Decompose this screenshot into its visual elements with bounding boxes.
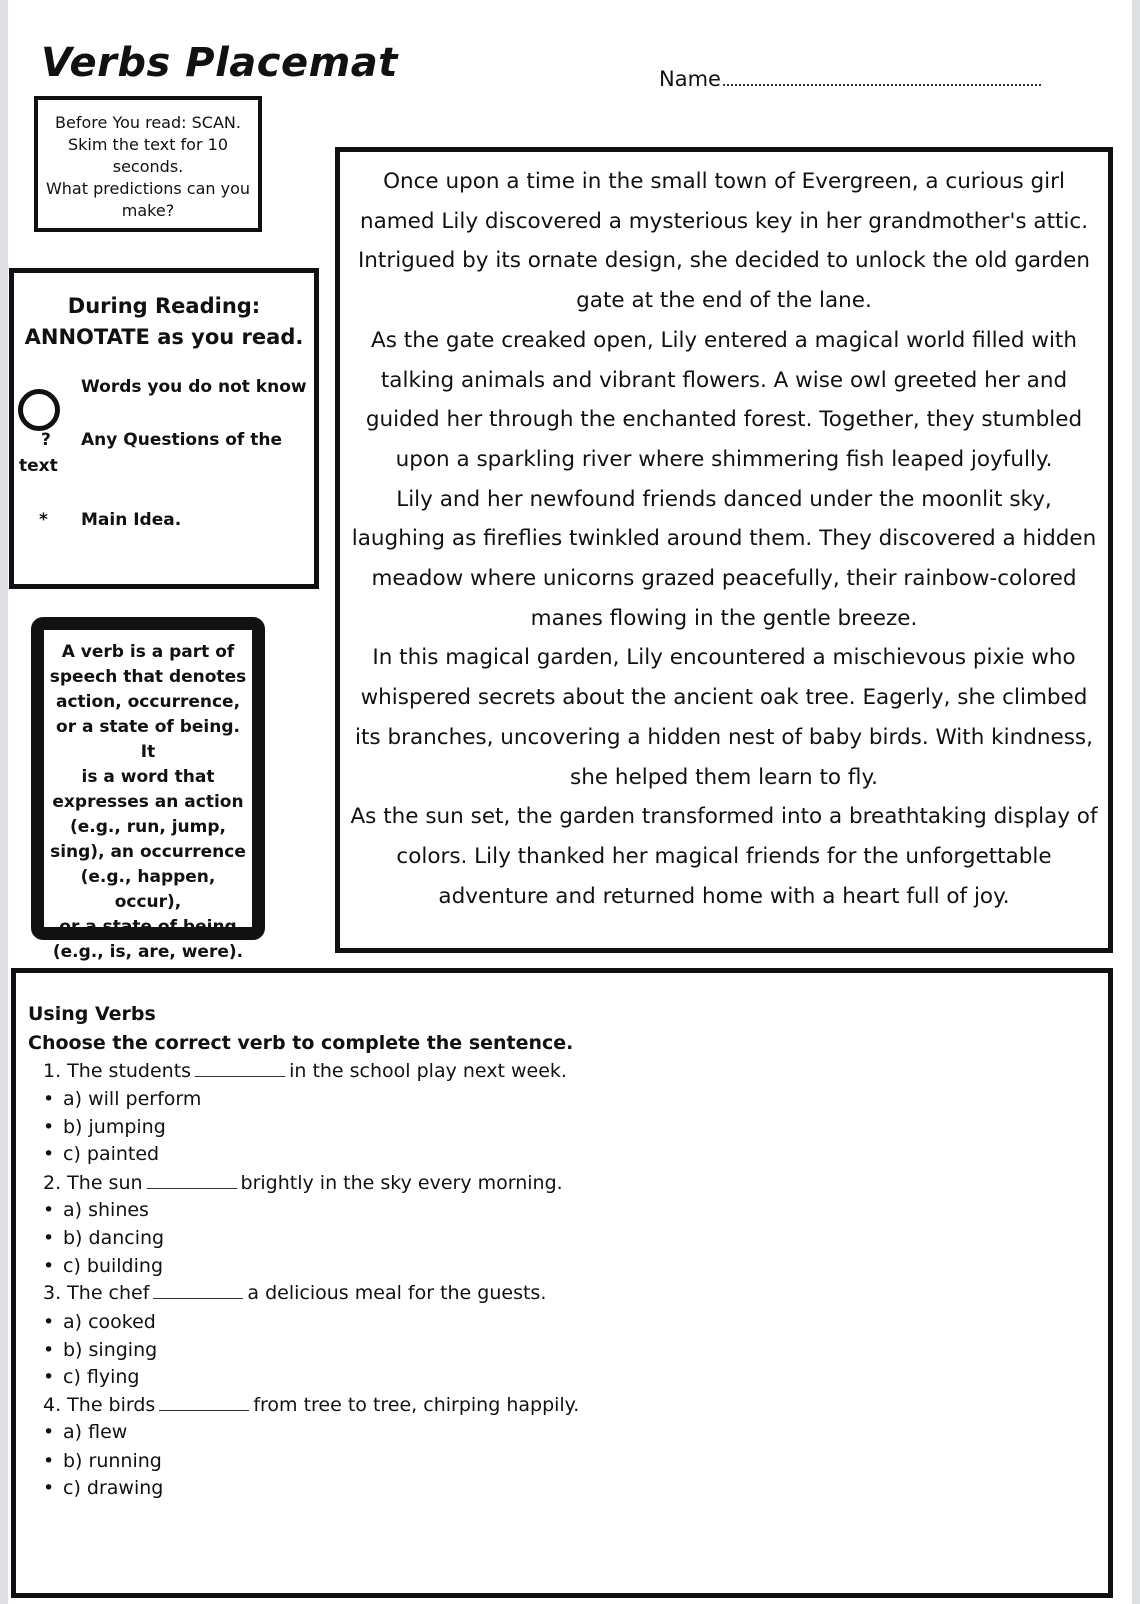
question-3: [43, 1282, 546, 1304]
during-heading: [14, 291, 314, 353]
question-1-start: 1. The students: [43, 1060, 192, 1082]
story-line: gate at the end of the lane.: [576, 288, 872, 314]
story-line: manes flowing in the gentle breeze.: [530, 605, 918, 631]
story-box: [335, 147, 1113, 953]
story-line: colors. Lily thanked her magical friends for the unforgettable: [396, 843, 1052, 869]
verb-def-line: action, occurrence,: [55, 692, 241, 712]
verb-def-line: or a state of being. It: [56, 717, 240, 762]
verb-def-line: (e.g., run, jump,: [70, 817, 226, 837]
before-line: make?: [121, 201, 175, 220]
verb-definition-box: [31, 617, 265, 962]
option-2a[interactable]: • a) shines: [43, 1199, 149, 1221]
questions-label: Any Questions of the: [81, 430, 282, 450]
using-verbs-instruction: Choose the correct verb to complete the sentence.: [28, 1032, 574, 1054]
name-line: [723, 66, 1041, 86]
story-line: As the gate creaked open, Lily entered a magical world filled with: [371, 327, 1077, 353]
questions-label-cont: text: [19, 456, 58, 476]
name-field[interactable]: [659, 66, 1041, 91]
question-4-start: 4. The birds: [43, 1394, 156, 1416]
during-heading-line2: ANNOTATE as you read.: [24, 325, 304, 349]
story-line: laughing as fireflies twinkled around them. They discovered a hidden: [351, 526, 1097, 552]
before-line: Before You read: SCAN.: [55, 113, 241, 132]
option-3a[interactable]: • a) cooked: [43, 1311, 156, 1333]
answer-blank-4[interactable]: [159, 1396, 249, 1411]
story-line: In this magical garden, Lily encountered a mischievous pixie who: [372, 645, 1076, 671]
verb-def-line: sing), an occurrence: [50, 842, 246, 862]
story-line: Once upon a time in the small town of Evergreen, a curious girl: [383, 169, 1065, 194]
name-label: Name: [659, 67, 721, 91]
option-1a[interactable]: • a) will perform: [43, 1088, 201, 1110]
question-4: [43, 1394, 579, 1416]
verb-def-line: expresses an action: [52, 792, 244, 812]
circle-icon: [18, 389, 60, 431]
story-line: Lily and her newfound friends danced under the moonlit sky,: [396, 486, 1052, 512]
story-line: As the sun set, the garden transformed into a breathtaking display of: [350, 804, 1098, 830]
star-icon: *: [39, 510, 48, 530]
story-line: named Lily discovered a mysterious key in her grandmother's attic.: [359, 208, 1089, 234]
verb-def-line: is a word that: [81, 767, 215, 787]
option-1b[interactable]: • b) jumping: [43, 1116, 166, 1138]
using-verbs-box: [11, 968, 1113, 1598]
verb-def-line: or a state of being: [59, 917, 237, 937]
using-verbs-heading: Using Verbs: [28, 1003, 156, 1025]
verb-def-line: (e.g., is, are, were).: [52, 942, 244, 962]
story-line: Intrigued by its ornate design, she decided to unlock the old garden: [357, 248, 1091, 274]
answer-blank-1[interactable]: [195, 1062, 285, 1077]
option-3b[interactable]: • b) singing: [43, 1339, 157, 1361]
story-line: meadow where unicorns grazed peacefully, their rainbow-colored: [371, 566, 1077, 592]
option-3c[interactable]: • c) flying: [43, 1366, 140, 1388]
option-4b[interactable]: • b) running: [43, 1450, 162, 1472]
story-line: its branches, uncovering a hidden nest of baby birds. With kindness,: [355, 724, 1093, 750]
story-line: she helped them learn to fly.: [570, 764, 878, 790]
option-4a[interactable]: • a) flew: [43, 1421, 127, 1443]
before-line: seconds.: [112, 157, 184, 176]
option-2b[interactable]: • b) dancing: [43, 1227, 164, 1249]
option-1c[interactable]: • c) painted: [43, 1143, 159, 1165]
question-2-start: 2. The sun: [43, 1172, 143, 1194]
story-line: whispered secrets about the ancient oak tree. Eagerly, she climbed: [360, 685, 1088, 711]
question-2: [43, 1172, 563, 1194]
during-reading-box: [9, 268, 319, 589]
story-line: guided her through the enchanted forest. Together, they stumbled: [365, 407, 1083, 433]
before-line: What predictions can you: [45, 179, 251, 198]
verb-def-line: speech that denotes: [49, 667, 247, 687]
verb-def-line: (e.g., happen, occur),: [80, 867, 216, 912]
story-line: talking animals and vibrant flowers. A wise owl greeted her and: [380, 367, 1068, 393]
option-4c[interactable]: • c) drawing: [43, 1477, 163, 1499]
answer-blank-3[interactable]: [153, 1284, 243, 1299]
before-reading-box: [34, 96, 262, 232]
main-idea-label: Main Idea.: [81, 510, 182, 530]
question-mark-icon: ?: [41, 430, 51, 450]
circle-label: Words you do not know: [81, 377, 307, 397]
during-heading-line1: During Reading:: [67, 294, 261, 318]
before-line: Skim the text for 10: [68, 135, 228, 154]
option-2c[interactable]: • c) building: [43, 1255, 163, 1277]
question-2-end: brightly in the sky every morning.: [240, 1172, 563, 1194]
page-title: Verbs Placemat: [41, 40, 398, 86]
question-1: [43, 1060, 567, 1082]
verb-def-line: A verb is a part of: [61, 642, 235, 662]
question-1-end: in the school play next week.: [289, 1060, 567, 1082]
answer-blank-2[interactable]: [147, 1174, 237, 1189]
question-3-end: a delicious meal for the guests.: [247, 1282, 547, 1304]
story-line: upon a sparkling river where shimmering fish leaped joyfully.: [395, 446, 1053, 472]
question-4-end: from tree to tree, chirping happily.: [253, 1394, 580, 1416]
story-line: adventure and returned home with a heart full of joy.: [438, 883, 1010, 909]
question-3-start: 3. The chef: [43, 1282, 150, 1304]
